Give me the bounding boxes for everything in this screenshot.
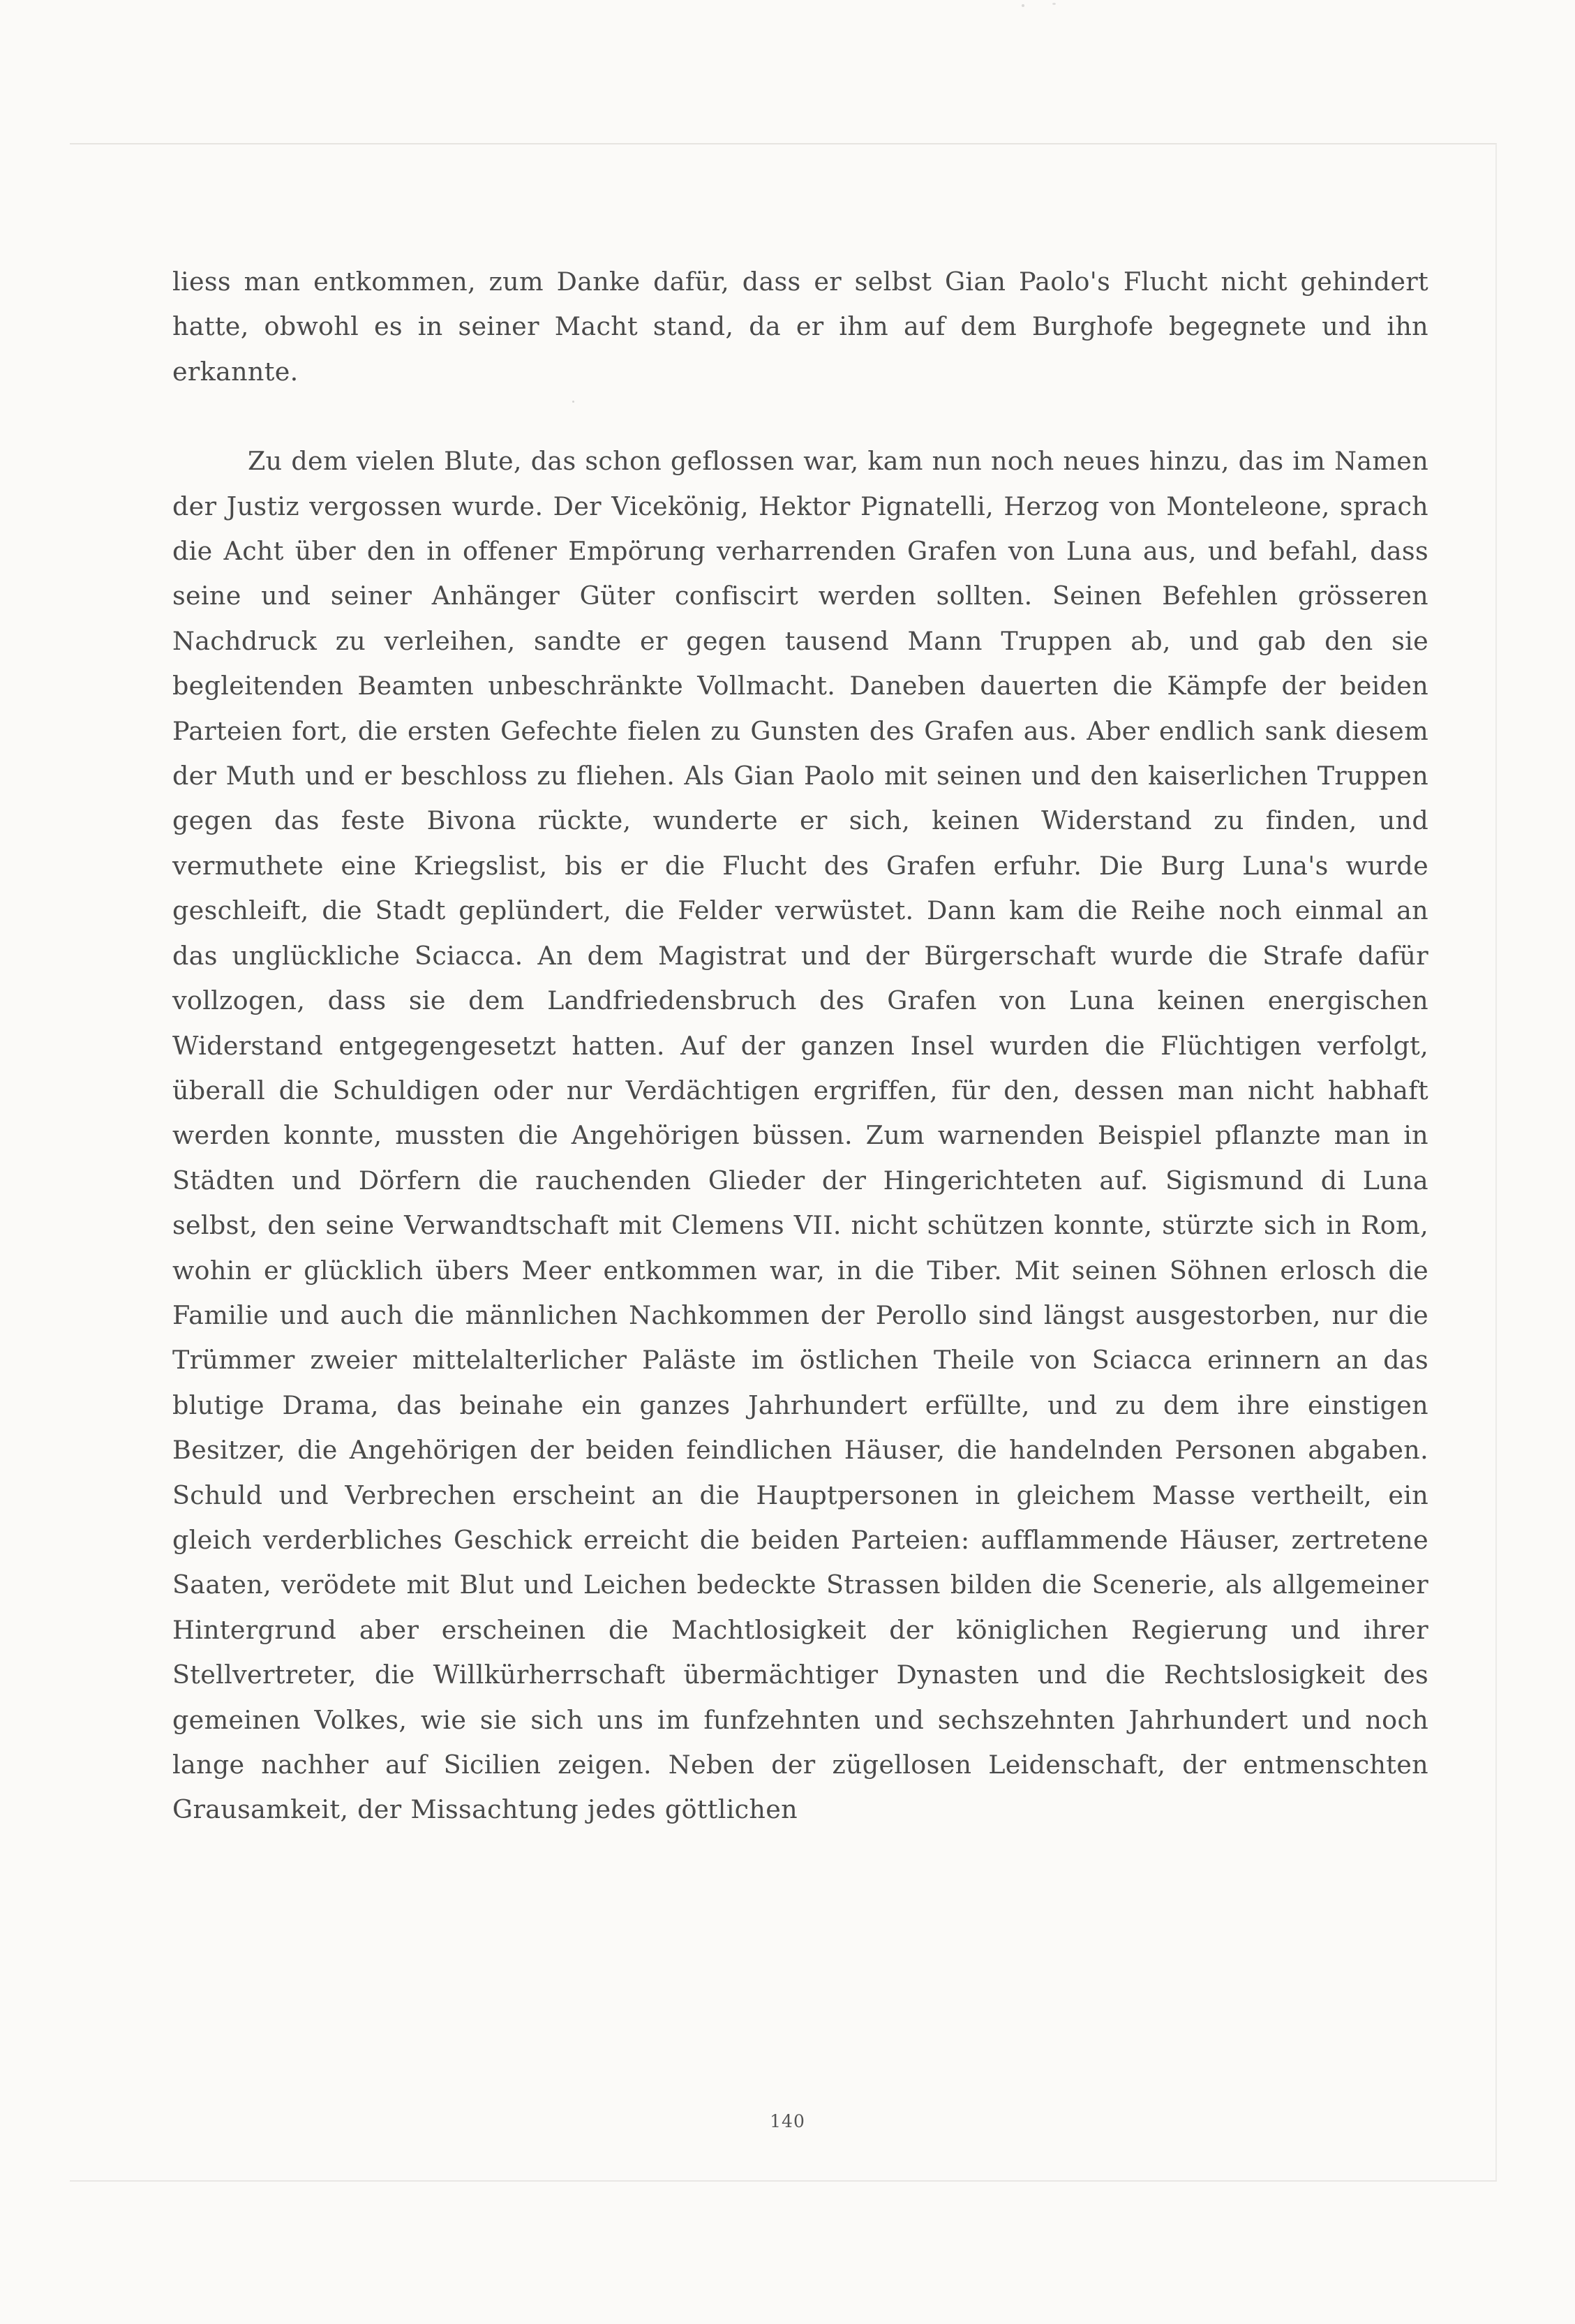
scan-speck-top xyxy=(1052,3,1056,5)
page-plate-bottom-rule xyxy=(70,2180,1497,2182)
page-number: 140 xyxy=(770,2111,805,2131)
body-text xyxy=(172,260,1428,1833)
scan-speck-top xyxy=(1022,4,1024,7)
paragraph-text: liess man entkommen, zum Danke dafür, dass er selbst Gian Paolo's Flucht nicht gehindert hatte, obwohl es in seiner Macht stand, da er ihm auf dem Burghofe begegnete und ihn erkannte. xyxy=(172,267,1428,387)
paragraph xyxy=(172,260,1428,394)
paragraph xyxy=(172,439,1428,1833)
paragraph-text: Zu dem vielen Blute, das schon geflossen war, kam nun noch neues hinzu, das im Namen der Justiz vergossen wurde. Der Vicekönig, Hektor Pignatelli, Herzog von Monteleone, sprach die Acht über den in offener Empörung verharrenden Grafen von Luna aus, und befahl, dass seine und seiner Anhänger Güter confiscirt werden sollten. Seinen Befehlen grösseren Nachdruck zu verleihen, sandte er gegen tausend Mann Truppen ab, und gab den sie begleitenden Beamten unbeschränkte Vollmacht. Daneben dauerten die Kämpfe der beiden Parteien fort, die ersten Gefechte fielen zu Gunsten des Grafen aus. Aber endlich sank diesem der Muth und er beschloss zu fliehen. Als Gian Paolo mit seinen und den kaiserlichen Truppen gegen das feste Bivona rückte, wunderte er sich, keinen Widerstand zu finden, und vermuthete eine Kriegslist, bis er die Flucht des Grafen erfuhr. Die Burg Luna's wurde geschleift, die Stadt geplündert, die Felder verwüstet. Dann kam die Reihe noch einmal an das unglückliche Sciacca. An dem Magistrat und der Bürgerschaft wurde die Strafe dafür vollzogen, dass sie dem Landfriedensbruch des Grafen von Luna keinen energischen Widerstand entgegengesetzt hatten. Auf der ganzen Insel wurden die Flüchtigen verfolgt, überall die Schuldigen oder nur Verdächtigen ergriffen, für den, dessen man nicht habhaft werden konnte, mussten die Angehörigen büssen. Zum warnenden Beispiel pflanzte man in Städten und Dörfern die rauchenden Glieder der Hingerichteten auf. Sigismund di Luna selbst, den seine Verwandtschaft mit Clemens VII. nicht schützen konnte, stürzte sich in Rom, wohin er glücklich übers Meer entkommen war, in die Tiber. Mit seinen Söhnen erlosch die Familie und auch die männlichen Nachkommen der Perollo sind längst ausgestorben, nur die Trümmer zweier mittelalterlicher Paläste im östlichen Theile von Sciacca erinnern an das blutige Drama, das beinahe ein ganzes Jahrhundert erfüllte, und zu dem ihre einstigen Besitzer, die Angehörigen der beiden feindlichen Häuser, die handelnden Personen abgaben. Schuld und Verbrechen erscheint an die Hauptpersonen in gleichem Masse vertheilt, ein gleich verderbliches Geschick erreicht die beiden Parteien: aufflammende Häuser, zertretene Saaten, verödete mit Blut und Leichen bedeckte Strassen bilden die Scenerie, als allgemeiner Hintergrund aber erscheinen die Machtlosigkeit der königlichen Regierung und ihrer Stellvertreter, die Willkürherrschaft übermächtiger Dynasten und die Rechtslosigkeit des gemeinen Volkes, wie sie sich uns im funfzehnten und sechszehnten Jahrhundert und noch lange nachher auf Sicilien zeigen. Neben der zügellosen Leidenschaft, der entmenschten Grausamkeit, der Missachtung jedes göttlichen xyxy=(172,446,1428,1825)
